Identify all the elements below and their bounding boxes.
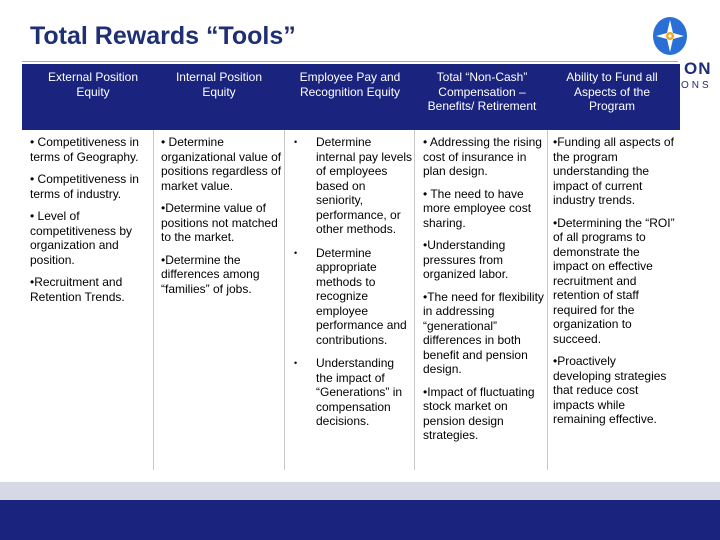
list-item: •Recruitment and Retention Trends. [30, 275, 125, 304]
slide-title: Total Rewards “Tools” [30, 22, 296, 50]
list-item: •Impact of fluctuating stock market on pension design strategies. [423, 384, 535, 442]
column-employee-pay-recognition-equity [294, 135, 414, 438]
header-internal-position-equity: Internal Position Equity [175, 70, 263, 99]
list-item: •Funding all aspects of the program understanding the impact of current industry trends. [553, 135, 674, 207]
logo-line-1: ON [684, 60, 712, 78]
list-item: • Understanding the impact of “Generations” in compensation decisions. [294, 356, 414, 429]
list-item: • Determine organizational value of positions regardless of market value. [161, 135, 282, 193]
column-external-position-equity [30, 135, 152, 312]
column-divider [153, 130, 154, 470]
column-ability-to-fund [553, 135, 675, 435]
column-divider [547, 130, 548, 470]
list-item: • Determine appropriate methods to recognize employee performance and contributions. [294, 246, 414, 348]
header-external-position-equity: External Position Equity [47, 70, 139, 99]
list-item: • Determine internal pay levels of employees based on seniority, performance, or other methods. [294, 135, 414, 237]
list-item: •The need for flexibility in addressing “generational” differences in both benefit and pension design. [423, 289, 544, 376]
list-item: •Determining the “ROI” of all programs to demonstrate the impact on effective recruitment and retention of staff required for the organization to succeed. [553, 215, 675, 346]
header-ability-to-fund: Ability to Fund all Aspects of the Program [566, 70, 658, 113]
list-item: •Understanding pressures from organized labor. [423, 238, 509, 281]
header-employee-pay-recognition-equity: Employee Pay and Recognition Equity [299, 70, 401, 99]
logo-line-2: ONS [681, 80, 712, 91]
column-divider [414, 130, 415, 470]
column-non-cash-compensation [423, 135, 545, 451]
list-item: • Competitiveness in terms of Geography. [30, 135, 139, 164]
list-item: •Proactively developing strategies that reduce cost impacts while remaining effective. [553, 354, 667, 426]
list-item: • The need to have more employee cost sharing. [423, 186, 532, 230]
list-item: • Level of competitiveness by organization and position. [30, 209, 133, 267]
footer-bar [0, 500, 720, 540]
compass-logo-icon [650, 12, 690, 60]
list-item: •Determine value of positions not matched to the market. [161, 201, 278, 244]
list-item: • Addressing the rising cost of insurance in plan design. [423, 135, 542, 178]
logo-wordmark [676, 60, 720, 91]
column-internal-position-equity [161, 135, 282, 304]
header-total-non-cash-compensation: Total “Non-Cash” Compensation – Benefits/ Retirement [427, 70, 537, 113]
list-item: • Competitiveness in terms of industry. [30, 172, 139, 201]
list-item: •Determine the differences among “families” of jobs. [161, 252, 260, 296]
title-divider [22, 61, 678, 62]
column-divider [284, 130, 285, 470]
footer-band [0, 482, 720, 500]
